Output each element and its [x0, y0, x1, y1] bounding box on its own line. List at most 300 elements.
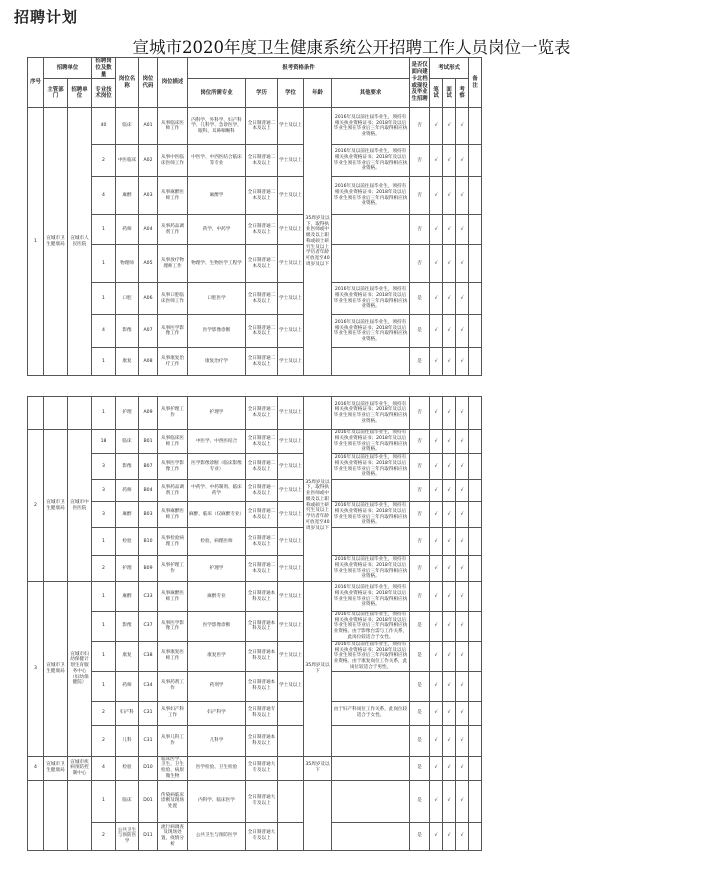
written-check: √	[430, 348, 443, 376]
interview-check: √	[443, 348, 456, 376]
assess-check: √	[456, 582, 469, 612]
degree-cell: 学士及以上	[278, 454, 304, 480]
table-row	[28, 502, 482, 528]
other-requirements-cell: 2016年及以前往届毕业生，须持有相关执业资格证书；2018年及以后毕业生须在毕业后三年内取得相应执业资格。	[332, 397, 410, 430]
quota-count-cell: 2	[92, 822, 116, 850]
major-cell: 公共卫生与预防医学	[188, 822, 246, 850]
interview-check: √	[443, 177, 456, 215]
employer-cell: 宣城市妇幼保健计划生育服务中心（妇幼保健院）	[68, 582, 92, 757]
targeted-cell: 否	[410, 108, 430, 145]
degree-cell: 学士及以上	[278, 145, 304, 177]
assess-check: √	[456, 108, 469, 145]
written-check: √	[430, 612, 443, 642]
post-code-cell: B04	[139, 480, 158, 502]
table-row	[28, 145, 482, 177]
table-row	[28, 671, 482, 701]
written-check: √	[430, 397, 443, 430]
quota-count-cell: 1	[92, 348, 116, 376]
table-row	[28, 528, 482, 556]
edu-cell: 全日制普通专科及以上	[246, 701, 278, 725]
post-desc-cell: 从事护理工作	[158, 556, 188, 582]
interview-check: √	[443, 480, 456, 502]
quota-count-cell: 1	[92, 582, 116, 612]
edu-cell: 全日制普通二本及以上	[246, 245, 278, 283]
targeted-cell: 否	[410, 397, 430, 430]
degree-cell: 学士及以上	[278, 480, 304, 502]
other-requirements-cell: 2016年及以前往届毕业生，须持有相关执业资格证书；2018年及以后毕业生须在毕业后三年内取得相应执业资格。	[332, 108, 410, 145]
table-row	[28, 454, 482, 480]
targeted-cell: 否	[410, 145, 430, 177]
assess-check: √	[456, 348, 469, 376]
interview-check: √	[443, 756, 456, 780]
post-code-cell: D10	[139, 756, 158, 780]
table-row	[28, 215, 482, 245]
targeted-cell: 是	[410, 283, 430, 315]
major-cell: 医学影像诊断	[188, 612, 246, 642]
table-row	[28, 641, 482, 671]
header-conditions: 报考资格条件	[188, 58, 410, 79]
quota-count-cell: 40	[92, 108, 116, 145]
post-code-cell: D01	[139, 780, 158, 822]
remark-cell	[469, 528, 482, 556]
edu-cell: 全日制普通本科及以上	[246, 582, 278, 612]
written-check: √	[430, 108, 443, 145]
other-requirements-cell	[332, 822, 410, 850]
quota-count-cell: 3	[92, 480, 116, 502]
targeted-cell: 是	[410, 756, 430, 780]
employer-cell: 宣城市疾病预防控制中心	[68, 756, 92, 780]
post-name-cell: 麻醉	[116, 502, 139, 528]
edu-cell: 全日制普通二本及以上	[246, 315, 278, 348]
major-cell: 口腔医学	[188, 283, 246, 315]
assess-check: √	[456, 556, 469, 582]
degree-cell: 学士及以上	[278, 177, 304, 215]
degree-cell: 学士及以上	[278, 397, 304, 430]
remark-cell	[469, 454, 482, 480]
edu-cell: 全日制普通本科及以上	[246, 725, 278, 756]
assess-check: √	[456, 780, 469, 822]
written-check: √	[430, 502, 443, 528]
remark-cell	[469, 283, 482, 315]
employer-cell	[68, 780, 92, 850]
targeted-cell: 否	[410, 177, 430, 215]
supervisor-cell	[44, 780, 68, 850]
quota-count-cell: 1	[92, 215, 116, 245]
targeted-cell: 是	[410, 641, 430, 671]
header-assess: 考察	[456, 79, 469, 108]
degree-cell: 学士及以上	[278, 612, 304, 642]
post-code-cell: B07	[139, 454, 158, 480]
interview-check: √	[443, 502, 456, 528]
remark-cell	[469, 430, 482, 454]
post-name-cell: 康复	[116, 348, 139, 376]
remark-cell	[469, 612, 482, 642]
remark-cell	[469, 701, 482, 725]
written-check: √	[430, 701, 443, 725]
post-desc-cell: 从事药品调剂工作	[158, 480, 188, 502]
post-code-cell: A07	[139, 315, 158, 348]
post-desc-cell: 从事麻醉医师工作	[158, 177, 188, 215]
post-desc-cell: 从事临床医师工作	[158, 108, 188, 145]
other-requirements-cell: 2016年及以前往届毕业生，须持有相关执业资格证书；2018年及以后毕业生须在毕业后三年内取得相应执业资格。	[332, 430, 410, 454]
post-name-cell: 临床	[116, 780, 139, 822]
remark-cell	[469, 502, 482, 528]
recruitment-plan-label: 招聘计划	[14, 8, 79, 26]
header-seq: 序号	[28, 58, 44, 108]
major-cell: 护理学	[188, 556, 246, 582]
other-requirements-cell: 2016年及以前往届毕业生，须持有相关执业资格证书；2018年及以后毕业生须在毕业后三年内取得相应执业资格。	[332, 283, 410, 315]
post-name-cell: 中医临床	[116, 145, 139, 177]
targeted-cell: 否	[410, 528, 430, 556]
other-requirements-cell	[332, 780, 410, 822]
written-check: √	[430, 283, 443, 315]
edu-cell: 全日制普通二本及以上	[246, 177, 278, 215]
age-cell: 35周岁及以下，取得执业医师或中级及以上职称或硕士研究生及以上学历者年龄可放宽至40周岁及以下	[304, 108, 332, 376]
post-name-cell: 药师	[116, 671, 139, 701]
other-requirements-cell: 2016年及以前往届毕业生，须持有相关执业资格证书；2018年及以后毕业生须在毕业后三年内取得相应执业资格。	[332, 582, 410, 612]
other-requirements-cell: 2016年及以前往届毕业生，须持有相关执业资格证书；2018年及以后毕业生须在毕业后三年内取得相应执业资格。	[332, 454, 410, 480]
major-cell: 医学影像诊断	[188, 315, 246, 348]
post-desc-cell: 从事儿科工作	[158, 725, 188, 756]
table-row	[28, 177, 482, 215]
assess-check: √	[456, 245, 469, 283]
written-check: √	[430, 430, 443, 454]
written-check: √	[430, 215, 443, 245]
post-code-cell: C31	[139, 725, 158, 756]
post-code-cell: C31	[139, 701, 158, 725]
assess-check: √	[456, 612, 469, 642]
targeted-cell: 否	[410, 215, 430, 245]
interview-check: √	[443, 725, 456, 756]
interview-check: √	[443, 556, 456, 582]
edu-cell: 全日制普通二本及以上	[246, 108, 278, 145]
post-code-cell: B09	[139, 556, 158, 582]
quota-count-cell: 2	[92, 701, 116, 725]
post-name-cell: 物理师	[116, 245, 139, 283]
other-requirements-cell	[332, 480, 410, 502]
assess-check: √	[456, 283, 469, 315]
written-check: √	[430, 756, 443, 780]
post-desc-cell: 从事护理工作	[158, 397, 188, 430]
quota-count-cell: 4	[92, 177, 116, 215]
quota-count-cell: 3	[92, 502, 116, 528]
edu-cell: 全日制普通大专及以上	[246, 822, 278, 850]
other-requirements-cell	[332, 671, 410, 701]
post-desc-cell: 从事医学影像工作	[158, 612, 188, 642]
remark-cell	[469, 108, 482, 145]
post-desc-cell: 从事放疗物理师工作	[158, 245, 188, 283]
header-unit: 招聘单位	[44, 58, 92, 79]
assess-check: √	[456, 725, 469, 756]
edu-cell: 全日制普通二本及以上	[246, 454, 278, 480]
edu-cell: 全日制普通大专及以上	[246, 780, 278, 822]
quota-count-cell: 1	[92, 397, 116, 430]
interview-check: √	[443, 780, 456, 822]
header-exam-form: 考试形式	[430, 58, 469, 79]
header-remark: 备注	[469, 58, 482, 108]
interview-check: √	[443, 397, 456, 430]
post-desc-cell: 从事医学影像工作	[158, 454, 188, 480]
targeted-cell: 是	[410, 671, 430, 701]
post-code-cell: A04	[139, 215, 158, 245]
table-row	[28, 582, 482, 612]
edu-cell: 全日制普通大专及以上	[246, 756, 278, 780]
other-requirements-cell	[332, 756, 410, 780]
post-desc-cell: 流行病调查及现场处置、疫情分析	[158, 822, 188, 850]
quota-count-cell: 18	[92, 430, 116, 454]
positions-table-continued	[27, 396, 482, 851]
written-check: √	[430, 315, 443, 348]
quota-count-cell: 1	[92, 612, 116, 642]
quota-count-cell: 1	[92, 671, 116, 701]
written-check: √	[430, 822, 443, 850]
degree-cell: 学士及以上	[278, 215, 304, 245]
assess-check: √	[456, 502, 469, 528]
age-cell	[304, 397, 332, 430]
major-cell: 麻醉、临床（仅麻醉专业）	[188, 502, 246, 528]
assess-check: √	[456, 145, 469, 177]
employer-cell: 宣城市人民医院	[68, 108, 92, 376]
interview-check: √	[443, 430, 456, 454]
table-row	[28, 556, 482, 582]
table-row	[28, 756, 482, 780]
post-code-cell: B03	[139, 502, 158, 528]
major-cell: 内科学、外科学、妇产科学、儿科学、急诊医学、眼科、耳鼻咽喉科	[188, 108, 246, 145]
remark-cell	[469, 671, 482, 701]
post-desc-cell: 从事麻醉医师工作	[158, 582, 188, 612]
edu-cell: 全日制普通本科及以上	[246, 671, 278, 701]
post-desc-cell: 从事麻醉医师工作	[158, 502, 188, 528]
major-cell: 内科学、临床医学	[188, 780, 246, 822]
supervisor-cell: 宣城市卫生健康局	[44, 582, 68, 757]
remark-cell	[469, 177, 482, 215]
interview-check: √	[443, 582, 456, 612]
assess-check: √	[456, 177, 469, 215]
interview-check: √	[443, 108, 456, 145]
targeted-cell: 是	[410, 725, 430, 756]
header-quota: 招聘岗位及数量	[92, 58, 116, 79]
post-name-cell: 麻醉	[116, 177, 139, 215]
seq-cell	[28, 397, 44, 430]
table-row	[28, 315, 482, 348]
interview-check: √	[443, 671, 456, 701]
remark-cell	[469, 822, 482, 850]
supervisor-cell: 宣城市卫生健康局	[44, 756, 68, 780]
header-interview: 面试	[443, 79, 456, 108]
major-cell: 护理学	[188, 397, 246, 430]
table-row	[28, 780, 482, 822]
header-major: 岗位所需专业	[188, 79, 246, 108]
quota-count-cell: 2	[92, 556, 116, 582]
major-cell: 康复治疗学	[188, 348, 246, 376]
edu-cell: 全日制普通二本及以上	[246, 502, 278, 528]
table-row	[28, 430, 482, 454]
table-row	[28, 348, 482, 376]
assess-check: √	[456, 480, 469, 502]
seq-cell: 2	[28, 430, 44, 582]
remark-cell	[469, 641, 482, 671]
post-code-cell: C37	[139, 612, 158, 642]
assess-check: √	[456, 528, 469, 556]
interview-check: √	[443, 528, 456, 556]
other-requirements-cell: 2016年及以前往届毕业生，须持有相关执业资格证书；2018年及以后毕业生须在毕业后三年内取得相应执业资格。由于康复岗位工作关系，此岗位较适合于男性。	[332, 641, 410, 671]
post-desc-cell: 从事中医临床医师工作	[158, 145, 188, 177]
assess-check: √	[456, 701, 469, 725]
degree-cell	[278, 822, 304, 850]
post-desc-cell: 从事临床医师工作	[158, 430, 188, 454]
written-check: √	[430, 671, 443, 701]
assess-check: √	[456, 454, 469, 480]
major-cell: 妇产科学	[188, 701, 246, 725]
degree-cell: 学士及以上	[278, 315, 304, 348]
other-requirements-cell: 由于妇产科岗位工作关系，此岗位较适合于女性。	[332, 701, 410, 725]
post-name-cell: 检验	[116, 528, 139, 556]
major-cell: 中药学、中药制剂、临床药学	[188, 480, 246, 502]
interview-check: √	[443, 701, 456, 725]
edu-cell: 全日制普通二本及以上	[246, 283, 278, 315]
quota-count-cell: 1	[92, 528, 116, 556]
degree-cell	[278, 756, 304, 780]
quota-count-cell: 4	[92, 315, 116, 348]
post-code-cell: C38	[139, 641, 158, 671]
assess-check: √	[456, 822, 469, 850]
remark-cell	[469, 480, 482, 502]
remark-cell	[469, 215, 482, 245]
post-code-cell: B10	[139, 528, 158, 556]
post-desc-cell: 从事药品调剂工作	[158, 215, 188, 245]
table-row	[28, 725, 482, 756]
remark-cell	[469, 556, 482, 582]
employer-cell: 宣城市中医医院	[68, 430, 92, 582]
edu-cell: 全日制普通一本及以上	[246, 480, 278, 502]
quota-count-cell: 1	[92, 283, 116, 315]
post-name-cell: 儿科	[116, 725, 139, 756]
degree-cell: 学士及以上	[278, 430, 304, 454]
post-name-cell: 检验	[116, 756, 139, 780]
post-code-cell: C33	[139, 582, 158, 612]
age-cell: 35周岁及以下，取得执业医师或中级及以上职称或硕士研究生及以上学历者年龄可放宽至40周岁及以下	[304, 430, 332, 582]
header-post-name: 岗位名称	[116, 58, 139, 108]
employer-cell	[68, 397, 92, 430]
degree-cell: 学士及以上	[278, 108, 304, 145]
post-code-cell: A03	[139, 177, 158, 215]
quota-count-cell: 4	[92, 756, 116, 780]
table-row	[28, 822, 482, 850]
interview-check: √	[443, 641, 456, 671]
post-name-cell: 药师	[116, 215, 139, 245]
written-check: √	[430, 177, 443, 215]
degree-cell: 学士及以上	[278, 671, 304, 701]
written-check: √	[430, 454, 443, 480]
other-requirements-cell: 2016年及以前往届毕业生，须持有相关执业资格证书；2018年及以后毕业生须在毕业后三年内取得相应执业资格。	[332, 502, 410, 528]
post-name-cell: 影像	[116, 612, 139, 642]
header-quota-count: 专业技术岗位	[92, 79, 116, 108]
post-name-cell: 护理	[116, 556, 139, 582]
edu-cell: 全日制普通二本及以上	[246, 397, 278, 430]
other-requirements-cell	[332, 245, 410, 283]
edu-cell: 全日制普通本科及以上	[246, 641, 278, 671]
degree-cell	[278, 701, 304, 725]
post-desc-cell: 传染病临床诊断及现场处置	[158, 780, 188, 822]
edu-cell: 全日制普通二本及以上	[246, 556, 278, 582]
header-written: 笔试	[430, 79, 443, 108]
targeted-cell: 是	[410, 612, 430, 642]
age-cell: 35周岁及以下	[304, 582, 332, 757]
post-desc-cell: 从事医学影像工作	[158, 315, 188, 348]
written-check: √	[430, 245, 443, 283]
quota-count-cell: 2	[92, 145, 116, 177]
other-requirements-cell: 2016年及以前往届毕业生，须持有相关执业资格证书；2018年及以后毕业生须在毕业后三年内取得相应执业资格。	[332, 177, 410, 215]
header-employer: 招聘单位	[68, 79, 92, 108]
table-row	[28, 612, 482, 642]
table-row	[28, 480, 482, 502]
post-name-cell: 临床	[116, 108, 139, 145]
major-cell: 物理学、生物医学工程学	[188, 245, 246, 283]
interview-check: √	[443, 454, 456, 480]
post-code-cell: A05	[139, 245, 158, 283]
remark-cell	[469, 725, 482, 756]
table-row	[28, 108, 482, 145]
table-row	[28, 283, 482, 315]
major-cell: 康复医学	[188, 641, 246, 671]
post-name-cell: 康复	[116, 641, 139, 671]
header-targeted: 是否仅面向建卡北档或现役及毕业生招聘	[410, 58, 430, 108]
post-name-cell: 临床	[116, 430, 139, 454]
targeted-cell: 是	[410, 701, 430, 725]
remark-cell	[469, 145, 482, 177]
degree-cell: 学士及以上	[278, 582, 304, 612]
major-cell: 医学检验、卫生检验	[188, 756, 246, 780]
supervisor-cell: 宣城市卫生健康局	[44, 430, 68, 582]
degree-cell: 学士及以上	[278, 502, 304, 528]
remark-cell	[469, 582, 482, 612]
major-cell: 麻醉专业	[188, 582, 246, 612]
assess-check: √	[456, 315, 469, 348]
post-desc-cell: 从事妇产科工作	[158, 701, 188, 725]
post-code-cell: A06	[139, 283, 158, 315]
seq-cell: 1	[28, 108, 44, 376]
other-requirements-cell	[332, 215, 410, 245]
written-check: √	[430, 725, 443, 756]
interview-check: √	[443, 215, 456, 245]
quota-count-cell: 1	[92, 245, 116, 283]
remark-cell	[469, 397, 482, 430]
seq-cell: 4	[28, 756, 44, 780]
supervisor-cell: 宣城市卫生健康局	[44, 108, 68, 376]
written-check: √	[430, 641, 443, 671]
targeted-cell: 是	[410, 315, 430, 348]
table-row	[28, 701, 482, 725]
degree-cell	[278, 725, 304, 756]
major-cell: 药剂学	[188, 671, 246, 701]
interview-check: √	[443, 283, 456, 315]
remark-cell	[469, 315, 482, 348]
degree-cell: 学士及以上	[278, 528, 304, 556]
targeted-cell: 否	[410, 556, 430, 582]
written-check: √	[430, 780, 443, 822]
post-name-cell: 公共卫生与预防医学	[116, 822, 139, 850]
remark-cell	[469, 756, 482, 780]
interview-check: √	[443, 315, 456, 348]
post-desc-cell: 从事检验病理工作	[158, 528, 188, 556]
targeted-cell: 是	[410, 348, 430, 376]
targeted-cell: 否	[410, 430, 430, 454]
edu-cell: 全日制普通二本及以上	[246, 348, 278, 376]
post-name-cell: 麻醉	[116, 582, 139, 612]
targeted-cell: 否	[410, 245, 430, 283]
table-row	[28, 397, 482, 430]
major-cell: 中医学、中西医结合	[188, 430, 246, 454]
